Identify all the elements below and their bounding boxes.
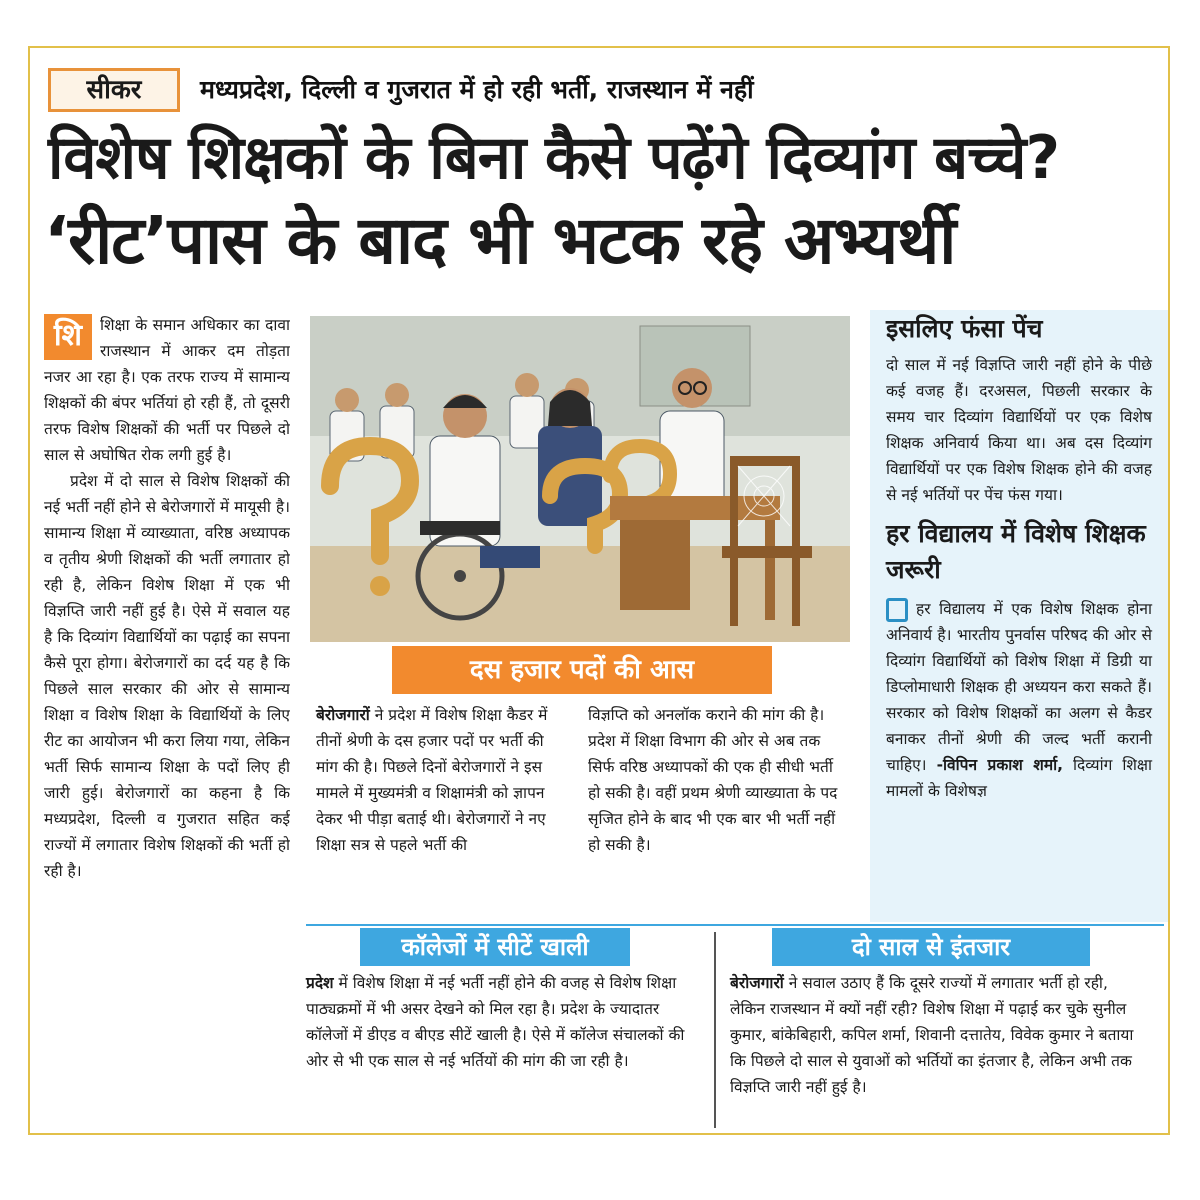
section-1-text-left bbox=[316, 702, 564, 858]
section-2-body: में विशेष शिक्षा में नई भर्ती नहीं होने की वजह से विशेष शिक्षा पाठ्यक्रमों में भी असर देखने को मिल रहा है। प्रदेश के ज्यादातर कॉलेजों में डीएड व बीएड सीटें खाली है। ऐसे में कॉलेज संचालकों की ओर से भी एक साल से नई भर्तियों की मांग की जा रही है। bbox=[306, 974, 685, 1070]
article-paragraph-2: प्रदेश में दो साल से विशेष शिक्षकों की नई भर्ती नहीं होने से बेरोजगारों में मायूसी है। सामान्य शिक्षा में व्याख्याता, वरिष्ठ अध्यापक व तृतीय श्रेणी शिक्षकों की भर्ती लगातार हो रही है, लेकिन विशेष शिक्षा में एक भी विज्ञप्ति जारी नहीं हुई है। ऐसे में सवाल यह है कि दिव्यांग विद्यार्थियों का पढ़ाई का सपना कैसे पूरा होगा। बेरोजगारों का दर्द यह है कि पिछले साल सरकार की ओर से सामान्य शिक्षा व विशेष शिक्षा के विद्यार्थियों के लिए रीट का आयोजन भी करा लिया गया, लेकिन भर्ती सिर्फ सामान्य शिक्षा के पदों लिए ही जारी हुई। बेरोजगारों का कहना है कि मध्यप्रदेश, दिल्ली व गुजरात सहित कई राज्यों में लगातार विशेष शिक्षकों की भर्ती हो रही है। bbox=[44, 472, 290, 880]
sidebar-box bbox=[870, 310, 1168, 922]
article-paragraph-1: शिक्षा के समान अधिकार का दावा राजस्थान में आकर दम तोड़ता नजर आ रहा है। एक तरफ राज्य में सामान्य शिक्षकों की बंपर भर्तियां हो रही हैं, तो दूसरी तरफ विशेष शिक्षकों की भर्ती पर पिछले दो साल से अघोषित रोक लगी हुई है। bbox=[44, 316, 290, 464]
kicker-headline: मध्यप्रदेश, दिल्ली व गुजरात में हो रही भर्ती, राजस्थान में नहीं bbox=[200, 75, 754, 104]
sidebar-heading-1: इसलिए फंसा पेंच bbox=[886, 314, 1043, 343]
section-1-lead: बेरोजगारों bbox=[316, 706, 370, 724]
sidebar-heading-2: हर विद्यालय में विशेष शिक्षक जरूरी bbox=[886, 519, 1146, 584]
section-1-body-left: ने प्रदेश में विशेष शिक्षा कैडर में तीनों श्रेणी के दस हजार पदों पर भर्ती की मांग की है। पिछले दिनों बेरोजगारों ने इस मामले में मुख्यमंत्री व शिक्षामंत्री को ज्ञापन देकर भी पीड़ा बताई थी। बेरोजगारों ने नए शिक्षा सत्र से पहले भर्ती की bbox=[316, 706, 548, 854]
divider-horizontal bbox=[306, 924, 1164, 926]
section-banner-college-seats: कॉलेजों में सीटें खाली bbox=[360, 928, 630, 966]
main-headline: विशेष शिक्षकों के बिना कैसे पढ़ेंगे दिव्यांग बच्चे? bbox=[48, 123, 1060, 193]
classroom-illustration bbox=[310, 316, 850, 642]
section-banner-two-year-wait: दो साल से इंतजार bbox=[772, 928, 1090, 966]
section-3-text bbox=[730, 970, 1144, 1100]
section-2-text bbox=[306, 970, 706, 1074]
section-banner-ten-thousand-posts: दस हजार पदों की आस bbox=[392, 646, 772, 694]
classroom-illustration-svg bbox=[310, 316, 850, 642]
section-3-body: ने सवाल उठाए हैं कि दूसरे राज्यों में लगातार भर्ती हो रही, लेकिन राजस्थान में क्यों नहीं रही? विशेष शिक्षा में पढ़ाई कर चुके सुनील कुमार, बांकेबिहारी, कपिल शर्मा, शिवानी दत्तातेय, विवेक कुमार ने बताया कि पिछले दो साल से युवाओं को भर्तियों का इंतजार है, लेकिन अभी तक विज्ञप्ति जारी नहीं हुई है। bbox=[730, 974, 1134, 1096]
sidebar-quote-block bbox=[870, 588, 1168, 804]
drop-cap: शि bbox=[44, 314, 92, 360]
sidebar-text-1: दो साल में नई विज्ञप्ति जारी नहीं होने के पीछे कई वजह हैं। दरअसल, पिछली सरकार के समय चार दिव्यांग विद्यार्थियों पर एक विशेष शिक्षक अनिवार्य किया था। अब दस दिव्यांग विद्यार्थियों पर एक विशेष शिक्षक होने की वजह से नई भर्तियों पर पेंच फंस गया। bbox=[886, 356, 1152, 504]
quote-icon bbox=[886, 598, 908, 622]
sidebar-author: -विपिन प्रकाश शर्मा, bbox=[936, 756, 1064, 774]
sidebar-author-role: दिव्यांग शिक्षा मामलों के विशेषज्ञ bbox=[886, 756, 1152, 800]
sub-headline: ‘रीट’पास के बाद भी भटक रहे अभ्यर्थी bbox=[44, 202, 956, 279]
divider-vertical bbox=[714, 932, 716, 1128]
section-2-lead: प्रदेश bbox=[306, 974, 334, 992]
section-1-text-right: विज्ञप्ति को अनलॉक कराने की मांग की है। प्रदेश में शिक्षा विभाग की ओर से अब तक सिर्फ वरिष्ठ अध्यापकों की एक ही सीधी भर्ती हो सकी है। वहीं प्रथम श्रेणी व्याख्याता के पद सृजित होने के बाद भी एक बार भी भर्ती नहीं हो सकी है। bbox=[588, 706, 838, 854]
location-label: सीकर bbox=[48, 68, 180, 112]
left-column-article bbox=[44, 312, 290, 1132]
sidebar-text-2: हर विद्यालय में एक विशेष शिक्षक होना अनिवार्य है। भारतीय पुनर्वास परिषद की ओर से दिव्यांग विद्यार्थियों को विशेष शिक्षा में डिग्री या डिप्लोमाधारी शिक्षक ही अध्ययन करा सकते हैं। सरकार को विशेष शिक्षकों का अलग से कैडर बनाकर तीनों श्रेणी की जल्द भर्ती करानी चाहिए। bbox=[886, 600, 1152, 774]
section-3-lead: बेरोजगारों bbox=[730, 974, 784, 992]
